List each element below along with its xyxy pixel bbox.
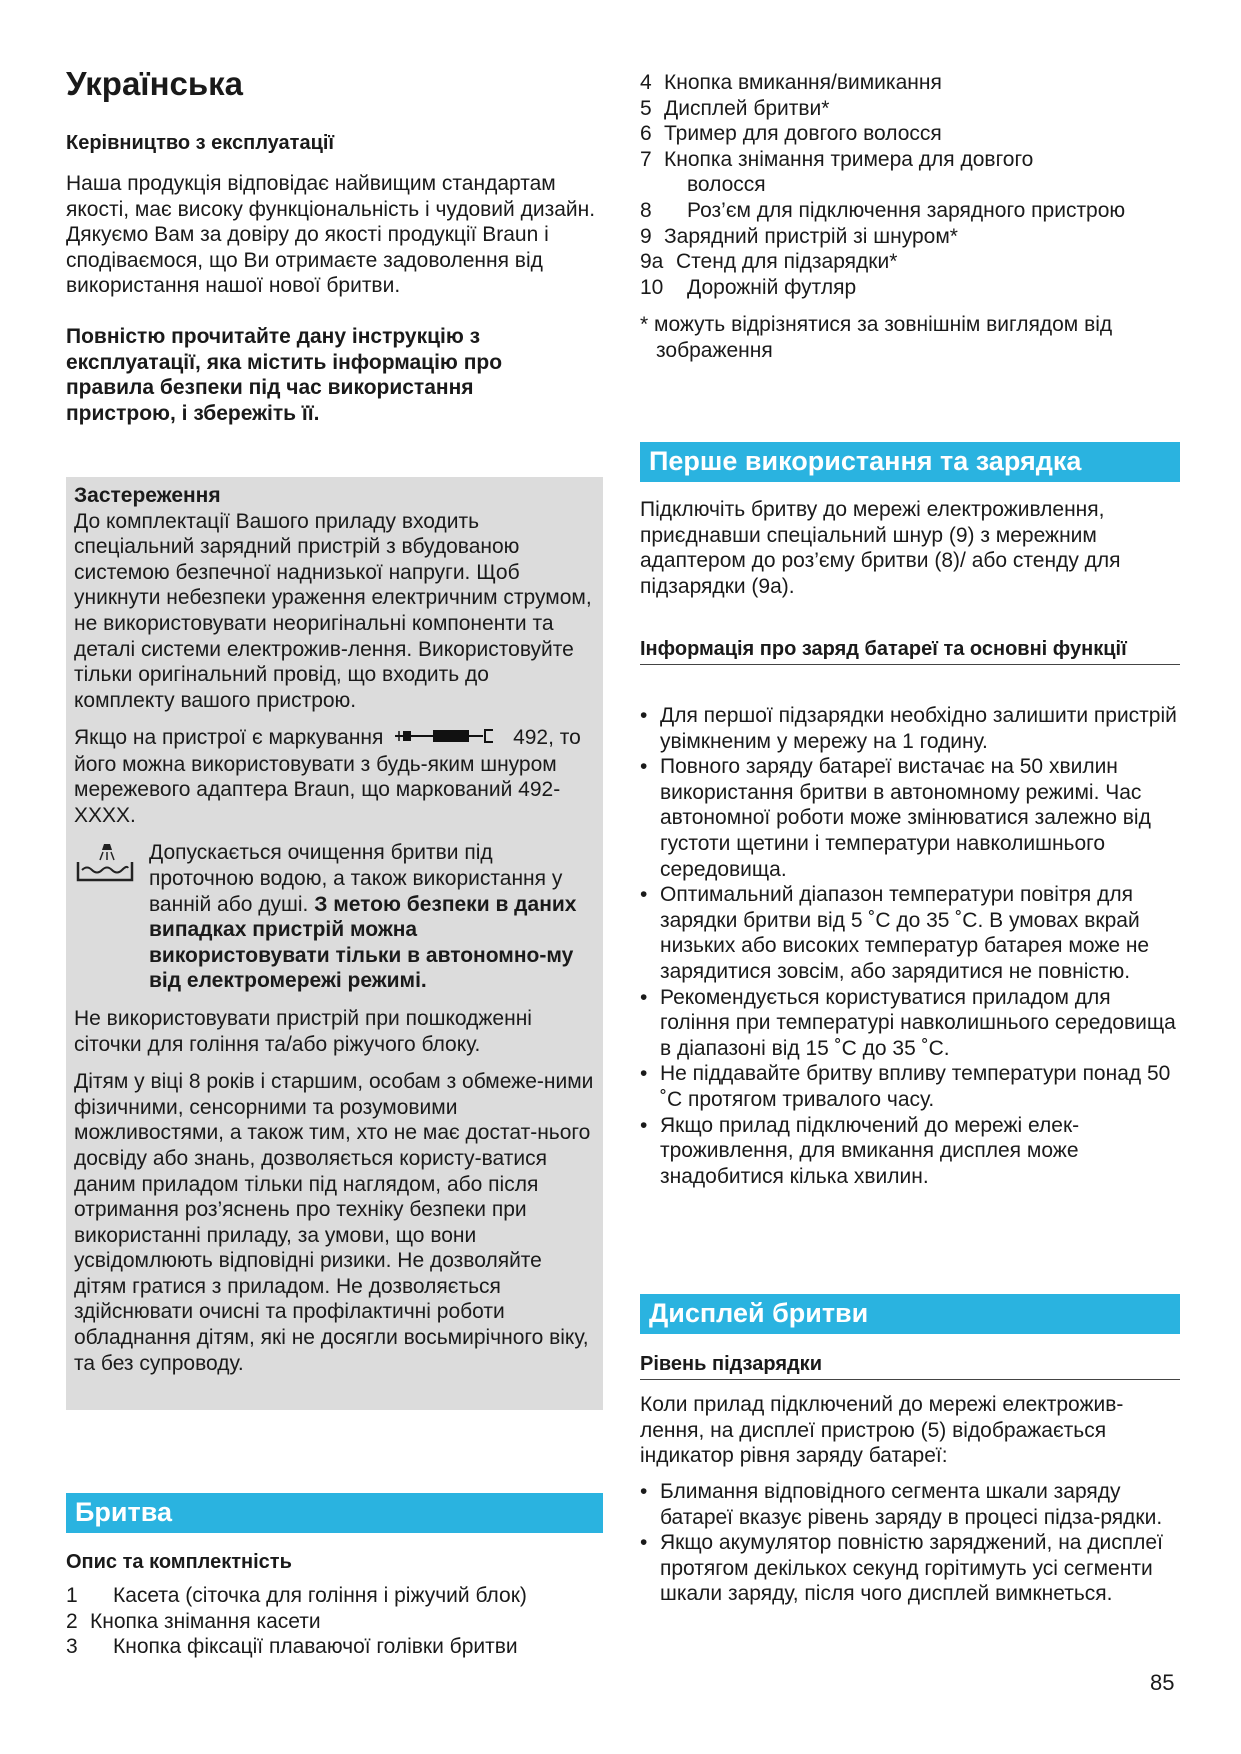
list-item <box>640 224 1180 250</box>
description-heading: Опис та комплектність <box>66 1551 292 1573</box>
water-notice <box>74 840 595 994</box>
charge-text: Коли прилад підключений до мережі електрожив-лення, на дисплеї пристрою (5) відображається індикатор рівня заряду батареї: <box>640 1393 1124 1468</box>
list-item <box>640 70 1180 96</box>
warning-box <box>66 477 603 1410</box>
part-number: 7 <box>640 147 652 171</box>
section-bar-first-use: Перше використання та зарядка <box>640 442 1180 482</box>
manual-heading: Керівництво з експлуатації <box>66 132 335 154</box>
part-label: волосся <box>687 173 766 197</box>
plug-marking-icon <box>393 726 503 752</box>
warning-paragraph-5: Дітям у віці 8 років і старшим, особам з обмеже-ними фізичними, сенсорними та розумовими можливостями, а також тим, хто не має достат-нього досвіду або знань, дозволяється користу-ватися даним приладом тільки під наглядом, або після отримання роз’яснень про техніку безпеки при використанні приладу, за умови, що вони усвідомлюють відповідні ризики. Не дозволяйте дітям гратися з приладом. Не дозволяється здійснювати очисні та профілактичні роботи обладнання дітям, які не досягли восьмирічного віку, та без супроводу. <box>74 1070 594 1375</box>
part-label: Кнопка вмикання/вимикання <box>664 71 942 94</box>
list-item: • Блимання відповідного сегмента шкали заряду батареї вказує рівень заряду в процесі підза-рядки. <box>640 1479 1180 1530</box>
part-label: Роз’єм для підключення зарядного пристрою <box>687 198 1126 222</box>
plug-marking-number: 492, <box>513 726 554 750</box>
parts-list-left <box>66 1583 603 1660</box>
part-label: Зарядний пристрій зі шнуром* <box>664 224 958 248</box>
intro-paragraph: Наша продукція відповідає найвищим стандартам якості, має високу функціональність і чудовий дизайн. Дякуємо Вам за довіру до якості продукції Braun і сподіваємося, що Ви отримаєте задоволення від використання нашої нової бритви. <box>66 172 596 298</box>
charge-bullets <box>640 1479 1180 1607</box>
part-label: Касета (сіточка для гоління і ріжучий блок) <box>113 1584 527 1607</box>
list-item <box>66 1583 603 1609</box>
part-number: 3 <box>66 1635 78 1659</box>
footnote: * можуть відрізнятися за зовнішнім виглядом від зображення <box>640 313 1113 362</box>
part-number: 1 <box>66 1584 78 1607</box>
list-item: • Якщо прилад підключений до мережі елек-троживлення, для вмикання дисплея може знадобитися кілька хвилин. <box>640 1113 1180 1190</box>
parts-list-right <box>640 70 1180 300</box>
list-item: • Для першої підзарядки необхідно залишити пристрій увімкненим у мережу на 1 годину. <box>640 703 1180 754</box>
part-number: 2 <box>66 1609 78 1633</box>
page-title: Українська <box>66 65 244 102</box>
list-item <box>66 1609 603 1635</box>
list-item: • Оптимальний діапазон температури повітря для зарядки бритви від 5 ˚C до 35 ˚C. В умовах вкрай низьких або високих температур батарея може не зарядитися зовсім, або зарядитися не повністю. <box>640 882 1180 984</box>
part-label: Тример для довгого волосся <box>664 122 942 146</box>
page-number: 85 <box>1150 1670 1175 1695</box>
part-number: 9a <box>640 250 664 274</box>
warning-title: Застереження <box>74 484 221 507</box>
water-notice-text <box>149 840 595 994</box>
list-item <box>640 198 1180 224</box>
part-number: 5 <box>640 96 652 120</box>
plug-marking-text: Якщо на пристрої є маркування <box>74 726 384 750</box>
warning-paragraph-1: До комплектації Вашого приладу входить спеціальний зарядний пристрій з вбудованою системою безпечної наднизької напруги. Щоб уникнути небезпеки ураження електричним струмом, не використовувати неоригінальні компоненти та деталі системи електрожив-лення. Використовуйте тільки оригінальний провід, що входить до комплекту вашого пристрою. <box>74 509 592 712</box>
part-number: 4 <box>640 71 652 94</box>
water-notice-bold: З метою безпеки в даних випадках пристрій можна використовувати тільки в автономно-му від електромережі режимі. <box>149 892 577 993</box>
warning-paragraph-2 <box>74 725 595 828</box>
list-item <box>640 121 1180 147</box>
part-label: Кнопка знімання тримера для довгого <box>664 147 1034 171</box>
read-notice: Повністю прочитайте дану інструкцію з експлуатації, яка містить інформацію про правила безпеки під час використання пристрою, і збережіть її. <box>66 325 503 425</box>
list-item <box>640 147 1180 173</box>
part-label: Дорожній футляр <box>687 275 857 299</box>
list-item <box>640 249 1180 275</box>
list-item: • Рекомендується користуватися приладом для гоління при температурі навколишнього середовища в діапазоні від 15 ˚C до 35 ˚C. <box>640 985 1180 1062</box>
part-number: 6 <box>640 122 652 146</box>
part-number: 9 <box>640 224 652 248</box>
section-bar-display: Дисплей бритви <box>640 1294 1180 1334</box>
battery-heading: Інформація про заряд батареї та основні функції <box>640 636 1180 665</box>
part-label: Кнопка знімання касети <box>90 1609 321 1633</box>
list-item <box>640 172 1180 198</box>
part-label: Дисплей бритви* <box>664 96 830 120</box>
list-item: • Якщо акумулятор повністю заряджений, на дисплеї протягом декількох секунд горітимуть усі сегменти шкали заряду, після чого дисплей вимкнеться. <box>640 1530 1180 1607</box>
shower-bath-icon <box>74 840 136 895</box>
list-item <box>640 275 1180 301</box>
part-number: 10 <box>640 275 664 299</box>
water-notice-normal: Допускається очищення бритви під проточною водою, а також використання у ванній або душі. <box>149 841 563 916</box>
list-item: • Повного заряду батареї вистачає на 50 хвилин використання бритви в автономному режимі. Час автономної роботи може змінюватися залежно від густоти щетини і температури навколишнього середовища. <box>640 754 1180 882</box>
warning-paragraph-4: Не використовувати пристрій при пошкодженні сіточки для гоління та/або ріжучого блоку. <box>74 1006 532 1056</box>
plug-marking-desc: то його можна використовувати з будь-яким шнуром мережевого адаптера Braun, що маркований 492-XXXX. <box>74 726 581 827</box>
charge-heading: Рівень підзарядки <box>640 1351 1180 1380</box>
section-bar-razor: Бритва <box>66 1493 603 1533</box>
first-use-text: Підключіть бритву до мережі електроживлення, приєднавши спеціальний шнур (9) з мережним адаптером до роз’єму бритви (8)/ або стенду для підзарядки (9a). <box>640 498 1121 598</box>
list-item: • Не піддавайте бритву впливу температури понад 50 ˚C протягом тривалого часу. <box>640 1061 1180 1112</box>
list-item <box>640 96 1180 122</box>
part-label: Кнопка фіксації плаваючої голівки бритви <box>113 1635 518 1659</box>
part-label: Стенд для підзарядки* <box>676 250 898 274</box>
list-item <box>66 1634 603 1660</box>
part-number: 8 <box>640 198 652 222</box>
battery-bullets <box>640 703 1180 1189</box>
